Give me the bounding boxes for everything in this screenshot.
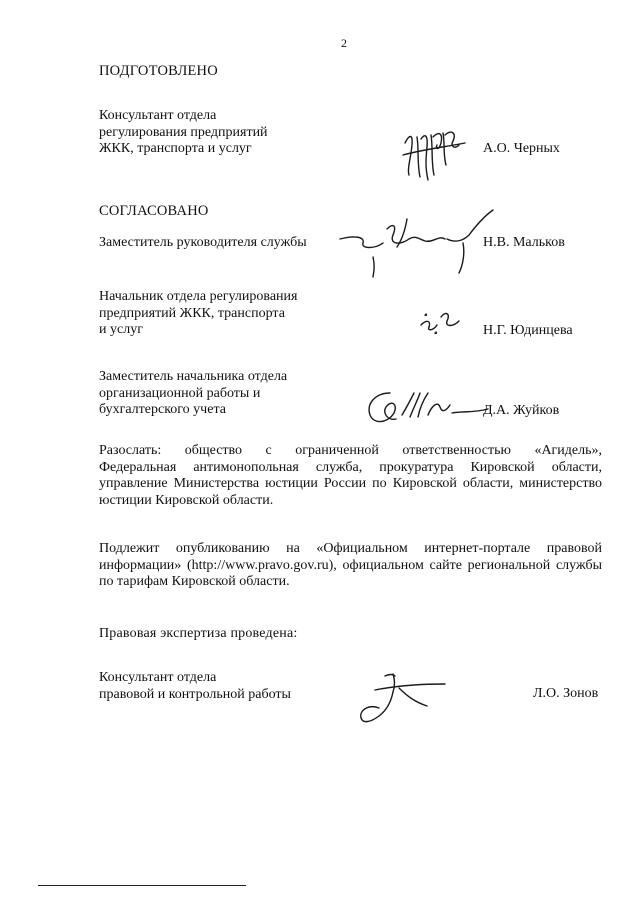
- prepared-role: Консультант отдела регулирования предприятий ЖКК, транспорта и услуг: [99, 108, 268, 156]
- signature-zhuikov: [362, 385, 492, 430]
- legal-review-name: Л.О. Зонов: [533, 686, 599, 701]
- signature-yudintseva: [415, 303, 465, 338]
- agreed-name-1: Н.В. Мальков: [483, 235, 565, 250]
- agreed-name-3: Д.А. Жуйков: [483, 403, 560, 418]
- legal-review-heading: Правовая экспертиза проведена:: [99, 626, 298, 641]
- signature-zonov: [355, 668, 455, 730]
- prepared-heading: ПОДГОТОВЛЕНО: [99, 63, 218, 79]
- agreed-role-2: Начальник отдела регулирования предприятий ЖКК, транспорта и услуг: [99, 289, 298, 337]
- page-number: 2: [341, 36, 347, 50]
- distribution-first-line: Разослать: общество с ограниченной ответственностью «Агидель»,: [99, 443, 602, 458]
- footnote-separator: [38, 885, 246, 886]
- distribution-paragraph: [99, 443, 602, 509]
- legal-review-role: Консультант отдела правовой и контрольной работы: [99, 670, 291, 702]
- distribution-rest: Федеральная антимонопольная служба, прокуратура Кировской области, управление Министерства юстиции России по Кировской области, министерство юстиции Кировской области.: [99, 459, 602, 508]
- agreed-role-3: Заместитель начальника отдела организационной работы и бухгалтерского учета: [99, 369, 288, 417]
- agreed-role-1: Заместитель руководителя службы: [99, 235, 307, 250]
- agreed-name-2: Н.Г. Юдинцева: [483, 323, 573, 338]
- signature-malkov: [335, 205, 495, 280]
- publication-paragraph: Подлежит опубликованию на «Официальном интернет-портале правовой информации» (http://www.pravo.gov.ru), официальном сайте региональной службы по тарифам Кировской области.: [99, 541, 602, 589]
- agreed-heading: СОГЛАСОВАНО: [99, 203, 209, 219]
- signature-chernykh: [395, 125, 470, 185]
- prepared-name: А.О. Черных: [483, 141, 560, 156]
